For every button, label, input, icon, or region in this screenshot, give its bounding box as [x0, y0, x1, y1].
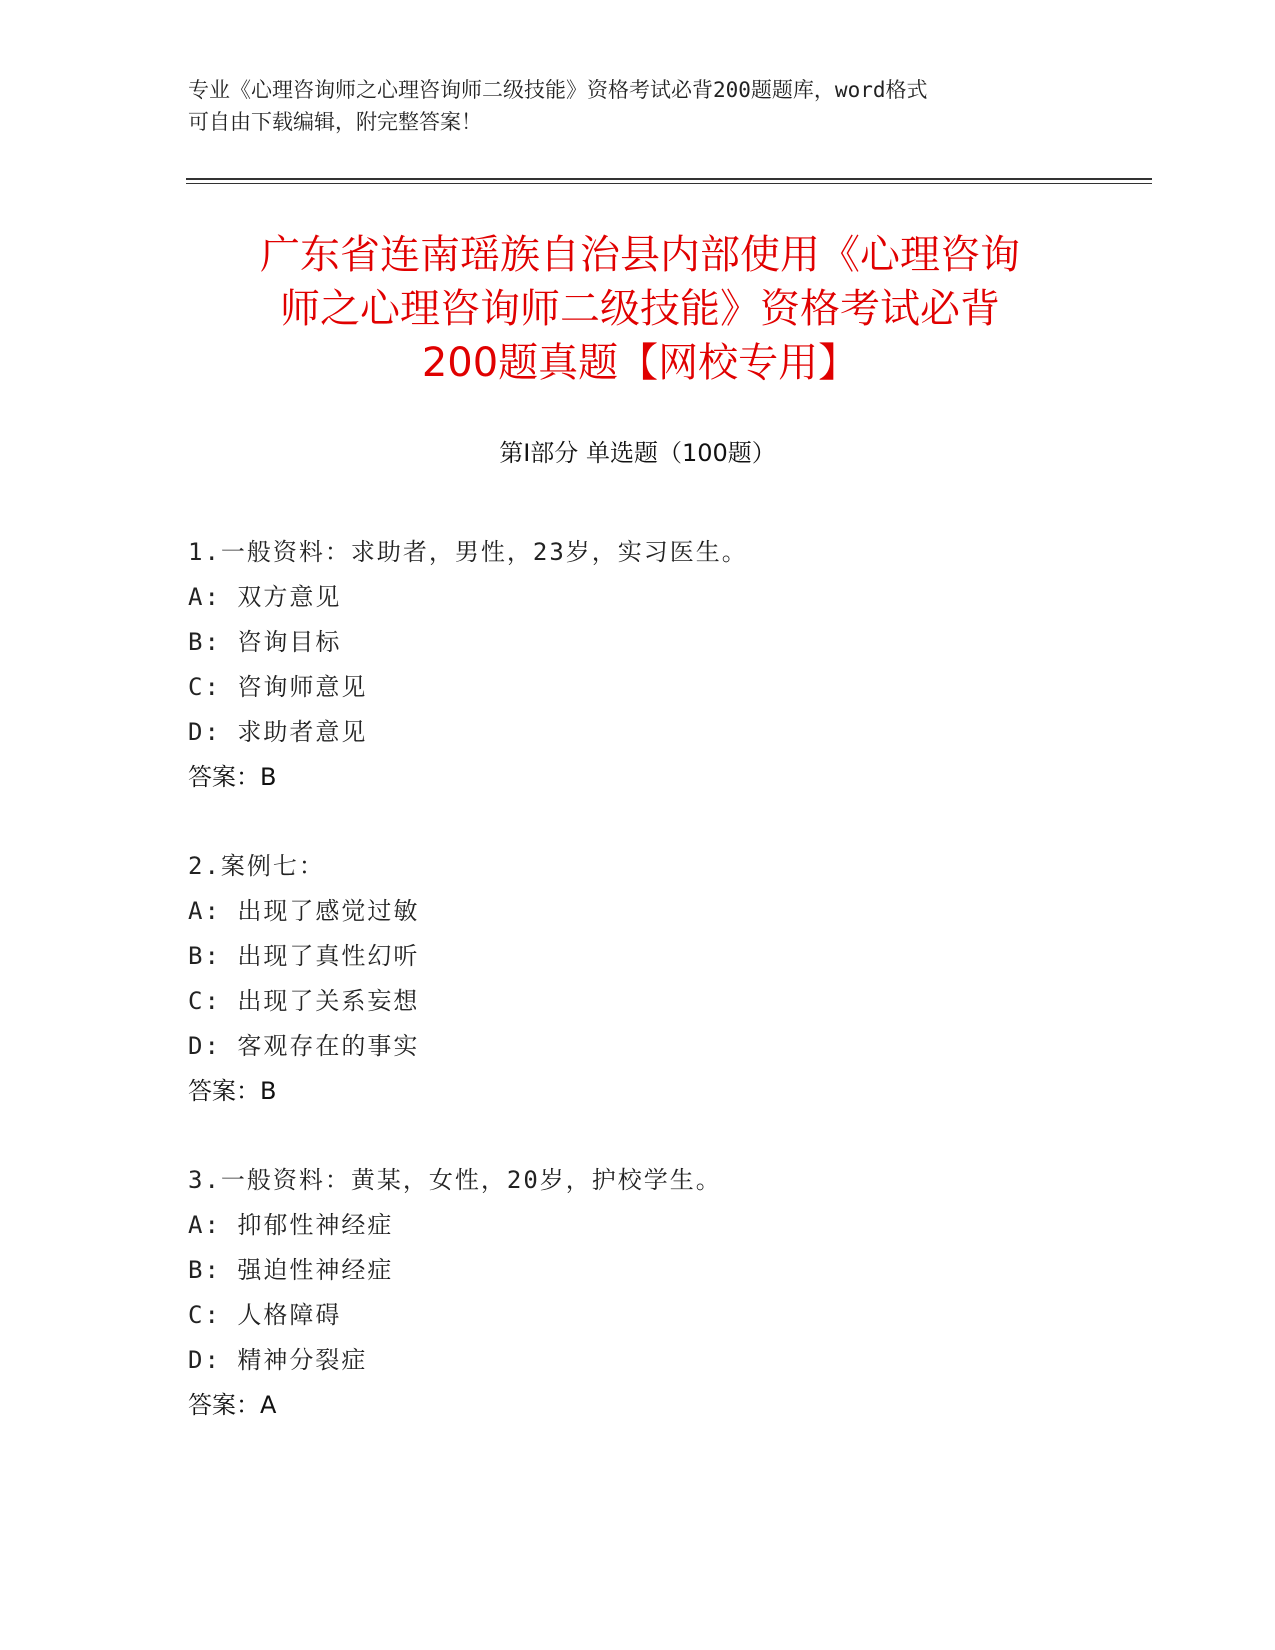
option-b: B: 强迫性神经症 [188, 1256, 394, 1284]
answer: 答案：B [188, 763, 277, 791]
option-c: C: 咨询师意见 [188, 673, 368, 701]
option-d: D: 精神分裂症 [188, 1346, 368, 1374]
document-title [160, 228, 1120, 390]
question-stem: 2.案例七： [188, 852, 325, 880]
answer: 答案：A [188, 1391, 277, 1419]
header-note [188, 74, 1088, 138]
section-heading: 第Ⅰ部分 单选题（100题） [499, 439, 776, 467]
header-note-line-1: 专业《心理咨询师之心理咨询师二级技能》资格考试必背200题题库，word格式 [188, 78, 928, 102]
document-title-line-3: 200题真题【网校专用】 [421, 340, 859, 386]
option-d: D: 客观存在的事实 [188, 1032, 420, 1060]
document-title-line-2: 师之心理咨询师二级技能》资格考试必背 [280, 286, 1000, 332]
option-a: A: 双方意见 [188, 583, 342, 611]
question-2 [188, 844, 1138, 1114]
option-a: A: 出现了感觉过敏 [188, 897, 420, 925]
option-d: D: 求助者意见 [188, 718, 368, 746]
option-a: A: 抑郁性神经症 [188, 1211, 394, 1239]
document-title-line-1: 广东省连南瑶族自治县内部使用《心理咨询 [260, 232, 1020, 278]
question-list [188, 530, 1138, 1472]
option-b: B: 出现了真性幻听 [188, 942, 420, 970]
option-b: B: 咨询目标 [188, 628, 342, 656]
header-divider-thin [186, 183, 1152, 184]
option-c: C: 人格障碍 [188, 1301, 342, 1329]
header-divider-thick [186, 178, 1152, 180]
header-note-line-2: 可自由下载编辑，附完整答案！ [188, 110, 482, 134]
question-stem: 1.一般资料：求助者，男性，23岁，实习医生。 [188, 538, 748, 566]
question-1 [188, 530, 1138, 800]
question-3 [188, 1158, 1138, 1428]
option-c: C: 出现了关系妄想 [188, 987, 420, 1015]
answer: 答案：B [188, 1077, 277, 1105]
question-stem: 3.一般资料：黄某，女性，20岁，护校学生。 [188, 1166, 722, 1194]
